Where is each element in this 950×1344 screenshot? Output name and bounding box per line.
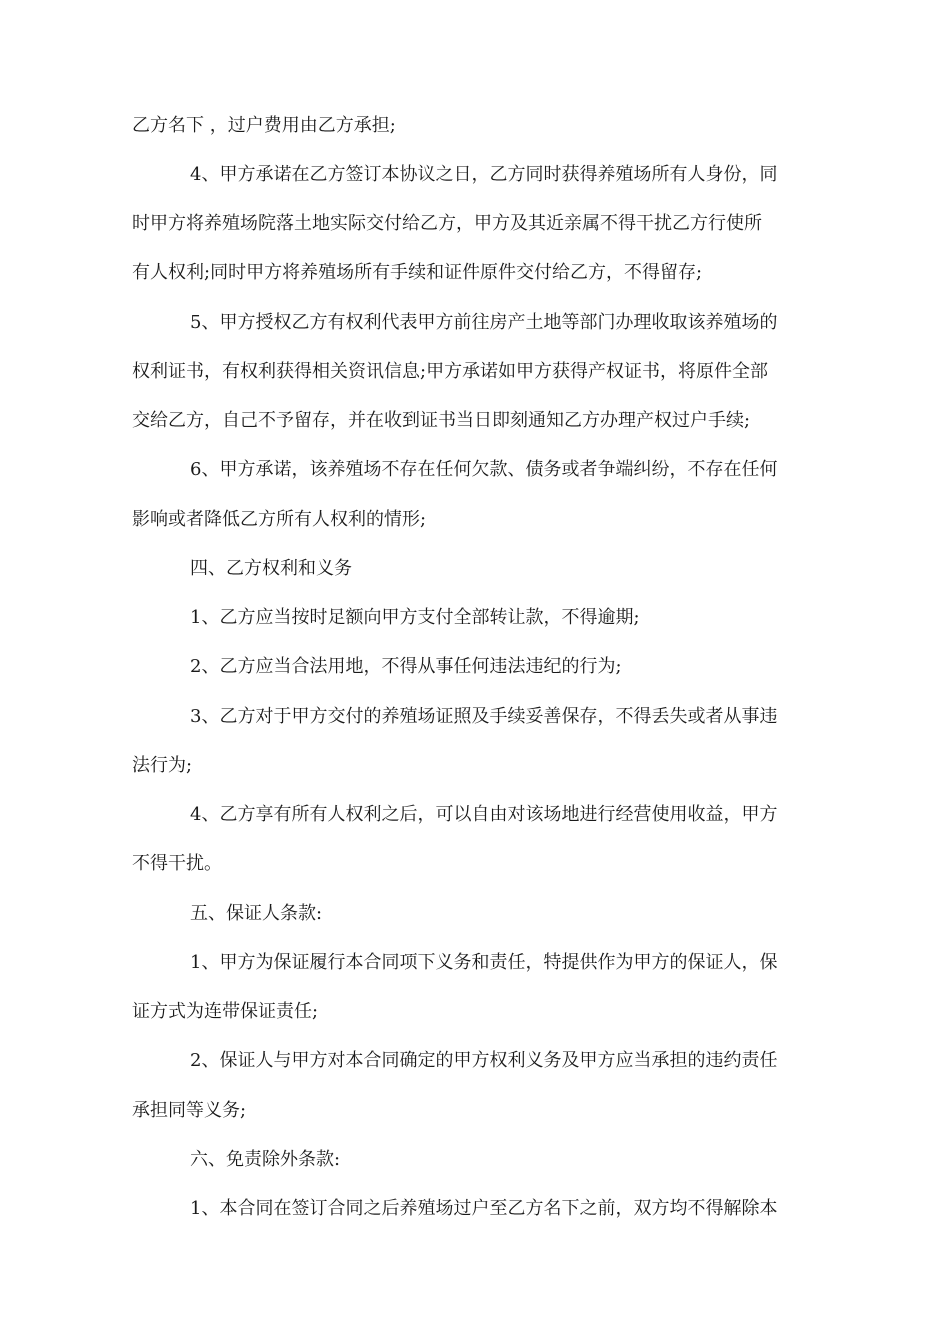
text-line: 乙方名下 ，过户费用由乙方承担; [132, 115, 396, 136]
text-line: 交给乙方，自己不予留存，并在收到证书当日即刻通知乙方办理产权过户手续; [132, 410, 751, 431]
section-heading: 五、保证人条款: [190, 903, 323, 924]
text-line: 1、乙方应当按时足额向甲方支付全部转让款，不得逾期; [190, 607, 640, 628]
text-line: 时甲方将养殖场院落土地实际交付给乙方，甲方及其近亲属不得干扰乙方行使所 [132, 213, 762, 234]
text-line: 不得干扰。 [132, 853, 222, 874]
text-line: 3、乙方对于甲方交付的养殖场证照及手续妥善保存，不得丢失或者从事违 [190, 706, 778, 727]
text-line: 6、甲方承诺，该养殖场不存在任何欠款、债务或者争端纠纷，不存在任何 [190, 459, 778, 480]
text-line: 法行为; [132, 755, 193, 776]
text-line: 2、保证人与甲方对本合同确定的甲方权利义务及甲方应当承担的违约责任 [190, 1050, 778, 1071]
text-line: 承担同等义务; [132, 1100, 247, 1121]
text-line: 4、乙方享有所有人权利之后，可以自由对该场地进行经营使用收益，甲方 [190, 804, 778, 825]
text-line: 权利证书，有权利获得相关资讯信息;甲方承诺如甲方获得产权证书，将原件全部 [132, 361, 769, 382]
text-line: 有人权利;同时甲方将养殖场所有手续和证件原件交付给乙方，不得留存; [132, 262, 703, 283]
section-heading: 四、乙方权利和义务 [190, 558, 352, 579]
text-line: 4、甲方承诺在乙方签订本协议之日，乙方同时获得养殖场所有人身份，同 [190, 164, 778, 185]
text-line: 证方式为连带保证责任; [132, 1001, 319, 1022]
text-line: 2、乙方应当合法用地，不得从事任何违法违纪的行为; [190, 656, 622, 677]
text-line: 影响或者降低乙方所有人权利的情形; [132, 509, 427, 530]
section-heading: 六、免责除外条款: [190, 1149, 341, 1170]
text-line: 5、甲方授权乙方有权利代表甲方前往房产土地等部门办理收取该养殖场的 [190, 312, 778, 333]
text-line: 1、甲方为保证履行本合同项下义务和责任，特提供作为甲方的保证人，保 [190, 952, 778, 973]
text-line: 1、本合同在签订合同之后养殖场过户至乙方名下之前，双方均不得解除本 [190, 1198, 778, 1219]
